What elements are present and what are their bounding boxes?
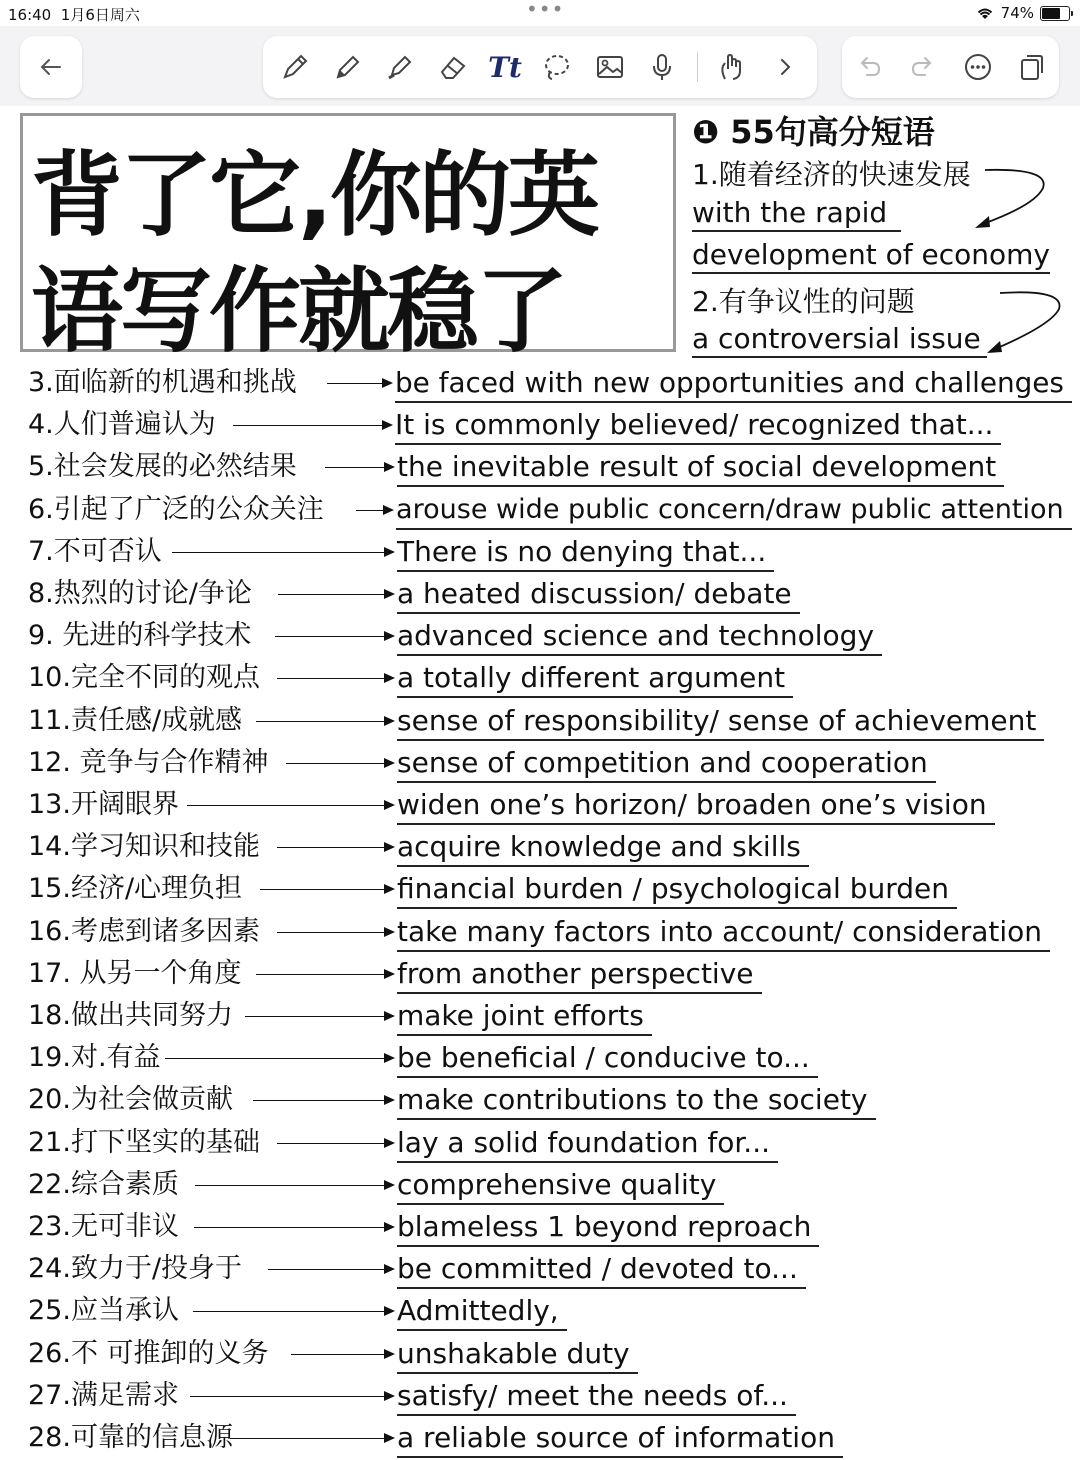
phrase-english: financial burden / psychological burden	[397, 871, 957, 909]
phrase-english: be beneficial / conducive to...	[397, 1040, 818, 1078]
phrase-english: unshakable duty	[397, 1336, 638, 1374]
connector-arrow	[172, 552, 393, 553]
wifi-icon	[975, 5, 995, 21]
list-item	[0, 787, 1080, 827]
connector-arrow	[277, 847, 393, 848]
hand-gesture-icon[interactable]	[714, 49, 750, 85]
intro-1-cn: 1.随着经济的快速发展	[692, 158, 971, 191]
connector-arrow	[278, 594, 393, 595]
section-heading: ❶ 55句高分短语	[692, 113, 935, 151]
status-time: 16:40 1月6日周六	[8, 6, 140, 24]
title-line-1: 背了它,你的英	[31, 142, 597, 249]
list-item	[0, 1293, 1080, 1333]
phrase-english: the inevitable result of social development	[397, 449, 1004, 487]
phrase-english: make joint efforts	[397, 998, 652, 1036]
pages-icon[interactable]	[1014, 49, 1050, 85]
redo-icon[interactable]	[905, 49, 941, 85]
list-item	[0, 449, 1080, 489]
phrase-chinese: 6.引起了广泛的公众关注	[28, 493, 324, 525]
back-button[interactable]	[20, 36, 82, 98]
phrase-english: sense of responsibility/ sense of achievement	[397, 703, 1044, 741]
phrase-chinese: 8.热烈的讨论/争论	[28, 578, 252, 609]
pencil-icon[interactable]	[330, 49, 366, 85]
phrase-chinese: 7.不可否认	[28, 535, 162, 567]
list-item	[0, 1251, 1080, 1291]
phrase-chinese: 27.满足需求	[28, 1379, 179, 1411]
phrase-chinese: 9. 先进的科学技术	[28, 620, 252, 652]
toolbar-divider	[697, 52, 698, 82]
connector-arrow	[230, 1438, 393, 1439]
phrase-chinese: 20.为社会做贡献	[28, 1084, 233, 1116]
phrase-chinese: 22.综合素质	[28, 1168, 179, 1200]
phrase-english: arouse wide public concern/draw public attention	[396, 492, 1072, 530]
connector-arrow	[356, 510, 392, 511]
list-item	[0, 534, 1080, 574]
list-item	[0, 956, 1080, 996]
connector-arrow	[187, 805, 393, 806]
phrase-chinese: 14.学习知识和技能	[28, 831, 260, 863]
phrase-chinese: 5.社会发展的必然结果	[28, 451, 297, 483]
more-icon[interactable]	[960, 49, 996, 85]
phrase-english: a totally different argument	[397, 660, 793, 698]
connector-arrow	[256, 974, 393, 975]
intro-2-en-1: a controversial issue	[692, 322, 987, 358]
list-item	[0, 618, 1080, 658]
list-item	[0, 576, 1080, 616]
phrase-chinese: 17. 从另一个角度	[28, 957, 242, 989]
connector-arrow	[260, 889, 393, 890]
list-item	[0, 660, 1080, 700]
list-item	[0, 492, 1080, 532]
phrase-english: satisfy/ meet the needs of...	[397, 1378, 796, 1416]
connector-arrow	[277, 932, 393, 933]
connector-arrow	[325, 467, 393, 468]
connector-arrow	[233, 425, 391, 426]
list-item	[0, 1378, 1080, 1418]
back-arrow-icon	[37, 53, 65, 81]
phrase-chinese: 21.打下坚实的基础	[28, 1126, 260, 1158]
phrase-chinese: 23.无可非议	[28, 1211, 179, 1242]
title-box	[20, 113, 676, 365]
phrase-chinese: 19.对.有益	[28, 1042, 161, 1074]
phrase-english: Admittedly,	[397, 1293, 567, 1331]
list-item	[0, 407, 1080, 447]
phrase-english: a heated discussion/ debate	[397, 576, 800, 614]
list-item	[0, 1082, 1080, 1122]
battery-percent: 74%	[1000, 4, 1034, 22]
eraser-icon[interactable]	[435, 49, 471, 85]
connector-arrow	[190, 1396, 393, 1397]
action-palette	[842, 36, 1059, 98]
list-item	[0, 1209, 1080, 1249]
title-line-2: 语写作就稳了	[31, 258, 566, 365]
connector-arrow	[268, 1269, 393, 1270]
intro-1-en-1: with the rapid	[692, 196, 901, 232]
phrase-chinese: 11.责任感/成就感	[28, 704, 243, 736]
undo-icon[interactable]	[851, 49, 887, 85]
phrase-english: from another perspective	[397, 956, 762, 994]
marker-icon[interactable]	[382, 49, 418, 85]
image-icon[interactable]	[592, 49, 628, 85]
phrase-english: sense of competition and cooperation	[397, 745, 936, 783]
list-item	[0, 914, 1080, 954]
connector-arrow	[327, 383, 391, 384]
mic-icon[interactable]	[644, 49, 680, 85]
phrase-chinese: 25.应当承认	[28, 1295, 179, 1327]
list-item	[0, 871, 1080, 911]
chevron-right-icon[interactable]	[767, 49, 803, 85]
connector-arrow	[193, 1311, 393, 1312]
phrase-english: take many factors into account/ consideration	[397, 914, 1050, 952]
phrase-chinese: 13.开阔眼界	[28, 789, 179, 820]
phrase-chinese: 18.做出共同努力	[28, 1000, 233, 1031]
connector-arrow	[165, 1058, 393, 1059]
intro-2-cn: 2.有争议性的问题	[692, 285, 915, 318]
multitask-dots-icon[interactable]: •••	[526, 0, 565, 21]
list-item	[0, 1336, 1080, 1376]
list-item	[0, 1125, 1080, 1165]
phrase-english: It is commonly believed/ recognized that...	[395, 407, 1001, 445]
list-item	[0, 1040, 1080, 1080]
pen-icon[interactable]	[277, 49, 313, 85]
connector-arrow	[286, 763, 393, 764]
phrase-chinese: 4.人们普遍认为	[28, 409, 216, 441]
phrase-english: be faced with new opportunities and challenges	[395, 365, 1072, 403]
phrase-english: be committed / devoted to...	[397, 1251, 806, 1289]
phrase-english: lay a solid foundation for...	[397, 1125, 778, 1163]
connector-arrow	[275, 636, 393, 637]
phrase-chinese: 15.经济/心理负担	[28, 873, 243, 905]
battery-icon	[1040, 6, 1070, 21]
connector-arrow	[194, 1227, 393, 1228]
phrase-chinese: 16.考虑到诸多因素	[28, 915, 260, 947]
phrase-chinese: 12. 竞争与合作精神	[28, 746, 269, 778]
list-item	[0, 1420, 1080, 1460]
phrase-english: a reliable source of information	[397, 1420, 843, 1458]
connector-arrow	[256, 721, 393, 722]
phrase-chinese: 10.完全不同的观点	[28, 662, 260, 694]
phrase-english: make contributions to the society	[397, 1082, 876, 1120]
intro-1-en-2: development of economy	[692, 238, 1050, 274]
phrase-english: widen one’s horizon/ broaden one’s vision	[397, 787, 995, 825]
connector-arrow	[291, 1354, 393, 1355]
phrase-chinese: 28.可靠的信息源	[28, 1422, 233, 1453]
phrase-english: blameless 1 beyond reproach	[397, 1209, 819, 1247]
connector-arrow	[195, 1185, 393, 1186]
phrase-chinese: 24.致力于/投身于	[28, 1253, 243, 1285]
curved-arrow-1	[975, 160, 1055, 232]
curved-arrow-2	[985, 285, 1070, 355]
phrase-chinese: 3.面临新的机遇和挑战	[28, 367, 297, 398]
phrase-english: comprehensive quality	[397, 1167, 724, 1205]
list-item	[0, 998, 1080, 1038]
list-item	[0, 365, 1080, 405]
phrase-english: acquire knowledge and skills	[397, 829, 809, 867]
lasso-icon[interactable]	[539, 49, 575, 85]
list-item	[0, 745, 1080, 785]
status-right	[975, 4, 1070, 22]
connector-arrow	[277, 1143, 393, 1144]
connector-arrow	[245, 1016, 393, 1017]
text-tool-icon[interactable]: Tt	[488, 50, 522, 84]
tool-palette	[263, 36, 817, 98]
list-item	[0, 829, 1080, 869]
list-item	[0, 1167, 1080, 1207]
phrase-chinese: 26.不 可推卸的义务	[28, 1337, 269, 1369]
list-item	[0, 703, 1080, 743]
phrase-english: There is no denying that...	[397, 534, 774, 572]
connector-arrow	[253, 1100, 393, 1101]
phrase-english: advanced science and technology	[397, 618, 882, 656]
status-bar	[0, 0, 1080, 26]
connector-arrow	[277, 678, 393, 679]
